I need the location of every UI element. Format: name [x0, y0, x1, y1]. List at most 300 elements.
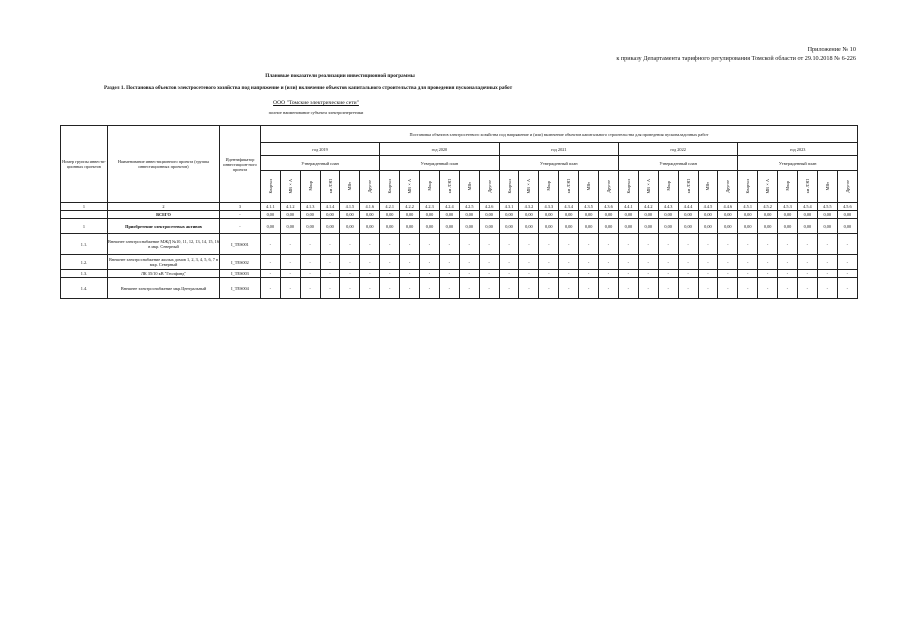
row-value: -: [400, 255, 420, 270]
row-value: -: [519, 234, 539, 255]
row-value: 0,00: [400, 211, 420, 219]
row-value: -: [797, 234, 817, 255]
header-measure: МВ×А: [287, 178, 293, 194]
header-measure: км ЛЭП: [327, 178, 333, 194]
row-value: -: [718, 255, 738, 270]
row-project-name: Внешнее электроснабжение мкр.Центральный: [107, 278, 219, 299]
header-measure: Другое: [605, 179, 611, 193]
row-value: -: [360, 255, 380, 270]
index-cell: 4.3.6: [599, 203, 619, 211]
row-value: 0,00: [758, 219, 778, 234]
header-measure: [459, 171, 479, 203]
header-measure: [300, 171, 320, 203]
header-plan: Утвержденный план: [499, 156, 618, 171]
row-value: -: [579, 255, 599, 270]
row-value: -: [698, 278, 718, 299]
header-measure: [539, 171, 559, 203]
row-value: 0,00: [579, 219, 599, 234]
row-value: -: [817, 234, 837, 255]
header-measure: МВт: [586, 181, 592, 191]
row-value: 0,00: [459, 219, 479, 234]
row-value: 0,00: [718, 219, 738, 234]
row-value: 0,00: [380, 219, 400, 234]
header-measure: МВт: [347, 181, 353, 191]
header-measure: [360, 171, 380, 203]
header-measure-quarter: Квартал: [506, 178, 512, 194]
header-measure-quarter: [499, 171, 519, 203]
header-measure: км ЛЭП: [566, 178, 572, 194]
row-value: -: [599, 278, 619, 299]
index-cell: 4.5.2: [758, 203, 778, 211]
index-cell: 4.2.3: [420, 203, 440, 211]
row-value: -: [479, 234, 499, 255]
row-value: -: [360, 270, 380, 278]
header-measure: [718, 171, 738, 203]
header-measure: [678, 171, 698, 203]
row-value: -: [698, 255, 718, 270]
row-value: -: [280, 270, 300, 278]
row-number: [61, 211, 108, 219]
row-value: -: [797, 255, 817, 270]
row-value: -: [618, 234, 638, 255]
row-value: -: [837, 255, 857, 270]
row-value: 0,00: [280, 219, 300, 234]
index-cell: 4.1.6: [360, 203, 380, 211]
header-measure: МВт: [824, 181, 830, 191]
row-value: -: [300, 255, 320, 270]
row-value: 0,00: [817, 219, 837, 234]
row-value: -: [618, 278, 638, 299]
row-value: -: [320, 278, 340, 299]
row-value: 0,00: [260, 219, 280, 234]
header-measure: Другое: [844, 179, 850, 193]
index-cell: 4.4.6: [718, 203, 738, 211]
index-cell: 4.3.3: [539, 203, 559, 211]
row-value: -: [797, 278, 817, 299]
table-row: [61, 234, 858, 255]
row-value: -: [420, 278, 440, 299]
header-plan: Утвержденный план: [260, 156, 379, 171]
header-measure: МВ×А: [407, 178, 413, 194]
row-number: 1.1.: [61, 234, 108, 255]
row-value: -: [380, 255, 400, 270]
header-measure-quarter: Квартал: [387, 178, 393, 194]
table-row: [61, 270, 858, 278]
row-value: -: [638, 278, 658, 299]
header-measure: [559, 171, 579, 203]
header-measure: Мвар: [785, 181, 790, 191]
row-value: -: [599, 270, 619, 278]
row-value: 0,00: [678, 219, 698, 234]
investment-table: [60, 125, 858, 299]
row-value: -: [559, 234, 579, 255]
header-project-id: Идентификатор инвестицион-ного проекта: [220, 126, 261, 203]
row-value: 0,00: [658, 211, 678, 219]
row-value: -: [837, 234, 857, 255]
row-project-id: I_TES003: [220, 270, 261, 278]
row-value: 0,00: [519, 219, 539, 234]
row-value: 0,00: [758, 211, 778, 219]
row-value: 0,00: [539, 219, 559, 234]
row-value: -: [479, 278, 499, 299]
header-measure: [420, 171, 440, 203]
table-row: [61, 278, 858, 299]
index-cell: 4.1.5: [340, 203, 360, 211]
row-value: -: [638, 234, 658, 255]
row-value: -: [738, 278, 758, 299]
row-value: -: [360, 278, 380, 299]
row-value: 0,00: [638, 219, 658, 234]
row-value: 0,00: [797, 211, 817, 219]
row-value: -: [638, 270, 658, 278]
row-project-id: I_TES004: [220, 278, 261, 299]
row-value: 0,00: [360, 211, 380, 219]
row-value: 0,00: [718, 211, 738, 219]
row-value: 0,00: [300, 211, 320, 219]
row-value: -: [678, 234, 698, 255]
row-value: -: [698, 270, 718, 278]
row-value: -: [817, 255, 837, 270]
header-measure: Другое: [367, 179, 373, 193]
row-value: -: [340, 278, 360, 299]
row-value: 0,00: [559, 211, 579, 219]
row-value: 0,00: [499, 219, 519, 234]
row-value: -: [778, 255, 798, 270]
index-cell: 4.2.5: [459, 203, 479, 211]
row-value: -: [459, 255, 479, 270]
row-value: 0,00: [320, 211, 340, 219]
header-year: год 2019: [260, 143, 379, 156]
row-value: 0,00: [797, 219, 817, 234]
row-value: 0,00: [638, 211, 658, 219]
index-cell: 4.5.6: [837, 203, 857, 211]
row-value: -: [459, 234, 479, 255]
header-measure: [837, 171, 857, 203]
row-value: 0,00: [678, 211, 698, 219]
row-value: 0,00: [400, 219, 420, 234]
row-value: 0,00: [420, 211, 440, 219]
row-value: -: [738, 270, 758, 278]
header-project-name: Наименование инвестиционного проекта (группы инвестиционных проектов): [107, 126, 219, 203]
header-measure: Мвар: [546, 181, 552, 191]
row-value: -: [758, 270, 778, 278]
row-value: 0,00: [360, 219, 380, 234]
row-value: -: [420, 255, 440, 270]
row-project-name: ЛК 35/10 кВ "Геолфинд": [107, 270, 219, 278]
row-value: -: [479, 270, 499, 278]
row-value: -: [260, 270, 280, 278]
row-value: -: [718, 278, 738, 299]
header-measure: [778, 171, 798, 203]
header-measure: [698, 171, 718, 203]
row-value: 0,00: [698, 211, 718, 219]
header-measure: МВ×А: [526, 178, 532, 194]
header-year: год 2020: [380, 143, 499, 156]
row-project-name: Внешнее электроснабжение жилых домов 1, 2, 3, 4, 5, 6, 7 в мкр. Северный: [107, 255, 219, 270]
row-value: -: [718, 234, 738, 255]
row-value: -: [459, 278, 479, 299]
row-value: -: [340, 270, 360, 278]
row-value: -: [758, 255, 778, 270]
row-value: -: [519, 270, 539, 278]
row-value: -: [738, 234, 758, 255]
index-cell: 4.4.5: [698, 203, 718, 211]
row-value: -: [638, 255, 658, 270]
row-value: 0,00: [280, 211, 300, 219]
row-value: 0,00: [340, 219, 360, 234]
header-measure: Мвар: [665, 181, 671, 191]
header-year: год 2021: [499, 143, 618, 156]
header-measure: км ЛЭП: [685, 178, 691, 194]
row-value: 0,00: [579, 211, 599, 219]
row-number: 1.2.: [61, 255, 108, 270]
row-value: -: [280, 278, 300, 299]
row-value: -: [658, 234, 678, 255]
header-measure: МВ×А: [765, 178, 771, 194]
row-value: 0,00: [519, 211, 539, 219]
row-value: -: [618, 270, 638, 278]
index-cell: 3: [220, 203, 261, 211]
index-cell: 4.5.3: [778, 203, 798, 211]
row-project-name: Внешнее электроснабжение МЖД №10, 11, 12, 13, 14, 15, 16 в мкр. Северный: [107, 234, 219, 255]
header-measure: МВт: [705, 181, 711, 191]
header-measure: Мвар: [426, 181, 432, 191]
header-plan: Утвержденный план: [380, 156, 499, 171]
row-value: 0,00: [817, 211, 837, 219]
table-row: [61, 255, 858, 270]
row-value: 0,00: [420, 219, 440, 234]
row-value: -: [420, 234, 440, 255]
row-value: -: [539, 270, 559, 278]
index-cell: 4.1.1: [260, 203, 280, 211]
header-measure: км ЛЭП: [446, 178, 452, 194]
row-value: -: [658, 278, 678, 299]
row-value: -: [797, 270, 817, 278]
row-value: -: [320, 234, 340, 255]
table-row: [61, 211, 858, 219]
row-value: 0,00: [559, 219, 579, 234]
row-value: -: [439, 278, 459, 299]
header-measure: [280, 171, 300, 203]
header-year: год 2022: [618, 143, 737, 156]
row-value: -: [360, 234, 380, 255]
header-measure-quarter: [260, 171, 280, 203]
row-value: 0,00: [618, 211, 638, 219]
row-value: -: [678, 270, 698, 278]
row-value: -: [380, 278, 400, 299]
index-cell: 4.2.2: [400, 203, 420, 211]
row-value: -: [439, 255, 459, 270]
row-value: -: [479, 255, 499, 270]
row-value: 0,00: [479, 211, 499, 219]
header-plan: Утвержденный план: [618, 156, 737, 171]
row-value: -: [499, 270, 519, 278]
row-value: -: [260, 255, 280, 270]
index-cell: 4.2.4: [439, 203, 459, 211]
index-cell: 4.2.6: [479, 203, 499, 211]
row-value: -: [837, 278, 857, 299]
row-value: -: [579, 234, 599, 255]
row-value: 0,00: [778, 211, 798, 219]
header-measure: [340, 171, 360, 203]
row-value: -: [579, 278, 599, 299]
index-cell: 1: [61, 203, 108, 211]
row-value: 0,00: [459, 211, 479, 219]
row-value: -: [539, 278, 559, 299]
header-year: год 2023: [738, 143, 858, 156]
header-main: Постановка объектов электросетевого хозяйства под напряжение и (или) включение объектов капитального строительства для проведения пусконаладочных работ: [260, 126, 857, 143]
row-value: -: [559, 278, 579, 299]
row-project-id: I_TES001: [220, 234, 261, 255]
row-value: 0,00: [618, 219, 638, 234]
index-cell: 4.4.3: [658, 203, 678, 211]
index-cell: 4.3.2: [519, 203, 539, 211]
row-value: -: [400, 278, 420, 299]
index-cell: 4.5.1: [738, 203, 758, 211]
document-heading: Плановые показатели реализации инвестиционной программы: [265, 73, 415, 79]
row-value: -: [539, 255, 559, 270]
row-project-id: I_TES002: [220, 255, 261, 270]
row-number: 1.4.: [61, 278, 108, 299]
row-value: -: [320, 255, 340, 270]
header-measure: МВт: [466, 181, 472, 191]
table-row: [61, 219, 858, 234]
row-value: -: [400, 270, 420, 278]
index-cell: 4.3.1: [499, 203, 519, 211]
header-measure-quarter: [380, 171, 400, 203]
index-cell: 4.4.1: [618, 203, 638, 211]
row-value: -: [599, 255, 619, 270]
header-measure: [519, 171, 539, 203]
row-value: -: [738, 255, 758, 270]
row-value: -: [320, 270, 340, 278]
index-cell: 4.3.4: [559, 203, 579, 211]
row-value: -: [837, 270, 857, 278]
row-value: -: [519, 278, 539, 299]
header-measure: Другое: [725, 179, 731, 193]
header-measure: [400, 171, 420, 203]
row-value: 0,00: [778, 219, 798, 234]
header-measure: [658, 171, 678, 203]
row-value: -: [718, 270, 738, 278]
index-cell: 4.4.2: [638, 203, 658, 211]
row-value: -: [439, 234, 459, 255]
row-value: 0,00: [300, 219, 320, 234]
row-value: -: [260, 278, 280, 299]
index-cell: 4.5.4: [797, 203, 817, 211]
index-cell: 4.5.5: [817, 203, 837, 211]
row-value: -: [778, 234, 798, 255]
row-project-id: -: [220, 211, 261, 219]
index-cell: 4.4.4: [678, 203, 698, 211]
header-measure: [599, 171, 619, 203]
row-value: -: [280, 255, 300, 270]
row-value: -: [758, 278, 778, 299]
row-value: -: [380, 234, 400, 255]
row-value: -: [559, 270, 579, 278]
index-cell: 4.1.3: [300, 203, 320, 211]
row-value: -: [559, 255, 579, 270]
row-value: -: [499, 234, 519, 255]
header-measure: [758, 171, 778, 203]
header-measure: [817, 171, 837, 203]
header-measure: [320, 171, 340, 203]
row-value: 0,00: [837, 219, 857, 234]
row-value: -: [778, 278, 798, 299]
row-value: -: [340, 234, 360, 255]
row-project-name: Приобретение электросетевых активов: [107, 219, 219, 234]
header-measure: Другое: [486, 179, 492, 193]
row-number: 1.3.: [61, 270, 108, 278]
row-project-name: ВСЕГО: [107, 211, 219, 219]
row-value: 0,00: [380, 211, 400, 219]
row-value: 0,00: [260, 211, 280, 219]
row-value: 0,00: [658, 219, 678, 234]
appendix-note: [616, 46, 856, 63]
row-value: -: [280, 234, 300, 255]
header-measure: [797, 171, 817, 203]
row-value: -: [579, 270, 599, 278]
row-value: -: [420, 270, 440, 278]
row-value: 0,00: [439, 219, 459, 234]
header-measure: км ЛЭП: [804, 178, 810, 194]
row-value: -: [758, 234, 778, 255]
organization-name: ООО "Томские электрические сети": [273, 100, 359, 106]
header-measure-quarter: Квартал: [625, 178, 631, 194]
header-measure: [638, 171, 658, 203]
index-cell: 4.3.5: [579, 203, 599, 211]
row-value: 0,00: [340, 211, 360, 219]
row-value: 0,00: [320, 219, 340, 234]
row-value: -: [380, 270, 400, 278]
row-value: 0,00: [499, 211, 519, 219]
row-value: -: [599, 234, 619, 255]
row-value: -: [499, 255, 519, 270]
row-value: 0,00: [539, 211, 559, 219]
row-value: -: [678, 278, 698, 299]
row-value: 0,00: [479, 219, 499, 234]
appendix-line-1: Приложение № 10: [807, 46, 856, 53]
row-value: -: [459, 270, 479, 278]
row-value: -: [817, 270, 837, 278]
row-value: -: [300, 234, 320, 255]
header-measure: [439, 171, 459, 203]
row-value: -: [778, 270, 798, 278]
row-number: 1: [61, 219, 108, 234]
header-plan: Утвержденный план: [738, 156, 858, 171]
row-value: -: [539, 234, 559, 255]
index-cell: 2: [107, 203, 219, 211]
header-measure: [479, 171, 499, 203]
index-cell: 4.2.1: [380, 203, 400, 211]
organization-caption: полное наименование субъекта электроэнергетики: [268, 110, 364, 115]
appendix-line-2: к приказу Департамента тарифного регулирования Томской области от 29.10.2018 № 6-226: [616, 54, 856, 62]
header-group-number: Номер группы инвести-ционных проектов: [61, 126, 108, 203]
row-value: -: [817, 278, 837, 299]
row-value: -: [260, 234, 280, 255]
row-value: -: [698, 234, 718, 255]
row-value: -: [519, 255, 539, 270]
row-value: 0,00: [738, 219, 758, 234]
header-measure-quarter: Квартал: [267, 178, 273, 194]
row-value: -: [499, 278, 519, 299]
row-value: -: [340, 255, 360, 270]
row-value: -: [439, 270, 459, 278]
row-value: -: [678, 255, 698, 270]
header-measure-quarter: Квартал: [745, 178, 751, 194]
row-value: -: [400, 234, 420, 255]
row-value: -: [658, 255, 678, 270]
